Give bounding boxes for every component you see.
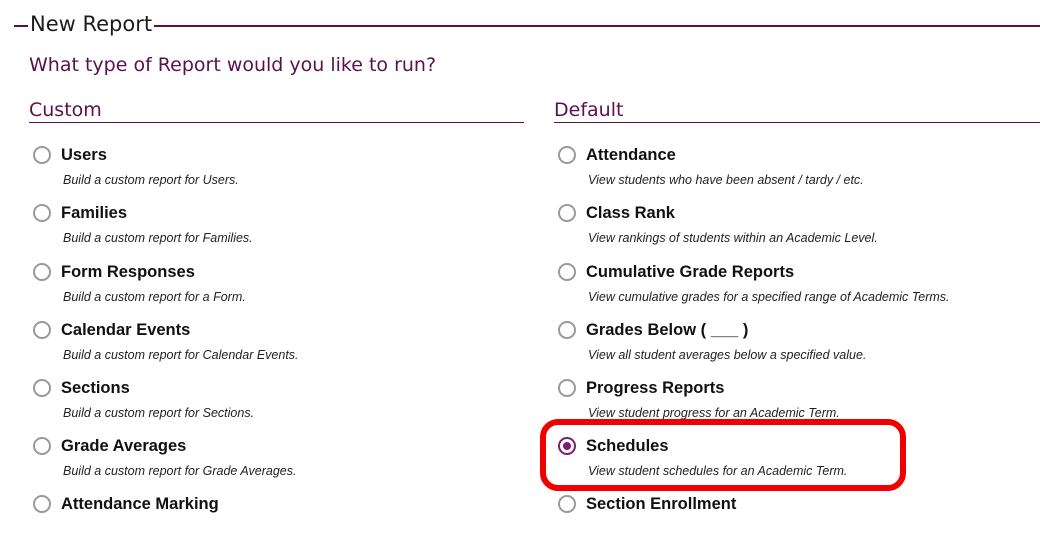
- option-label[interactable]: Class Rank: [586, 204, 675, 222]
- option-label[interactable]: Grade Averages: [61, 437, 187, 455]
- option-label[interactable]: Section Enrollment: [586, 495, 737, 513]
- option-description: Build a custom report for Grade Averages.: [63, 464, 297, 478]
- option-label[interactable]: Calendar Events: [61, 321, 191, 339]
- option-form-responses[interactable]: [29, 261, 524, 319]
- option-label[interactable]: Cumulative Grade Reports: [586, 263, 795, 281]
- option-label[interactable]: Grades Below ( ___ ): [586, 321, 749, 339]
- option-label[interactable]: Families: [61, 204, 128, 222]
- radio-button[interactable]: [558, 321, 576, 339]
- radio-button-selected[interactable]: [558, 437, 576, 455]
- option-label[interactable]: Progress Reports: [586, 379, 725, 397]
- radio-button[interactable]: [558, 146, 576, 164]
- option-description: View student progress for an Academic Term.: [588, 406, 840, 420]
- fieldset-legend: New Report: [30, 12, 153, 36]
- option-description: View rankings of students within an Academic Level.: [588, 231, 878, 245]
- option-label[interactable]: Attendance Marking: [61, 495, 219, 513]
- report-type-question: What type of Report would you like to run?: [29, 54, 437, 76]
- option-class-rank[interactable]: [554, 202, 1040, 260]
- radio-button[interactable]: [33, 495, 51, 513]
- radio-button[interactable]: [33, 379, 51, 397]
- option-sections[interactable]: [29, 377, 524, 435]
- option-description: Build a custom report for Calendar Events.: [63, 348, 299, 362]
- option-schedules[interactable]: [554, 435, 1040, 493]
- option-cumulative-grade-reports[interactable]: [554, 261, 1040, 319]
- custom-column: [29, 98, 524, 513]
- option-users[interactable]: [29, 144, 524, 202]
- fieldset-border-left: [14, 25, 28, 27]
- option-label[interactable]: Sections: [61, 379, 130, 397]
- option-label[interactable]: Attendance: [586, 146, 676, 164]
- option-description: View students who have been absent / tardy / etc.: [588, 173, 864, 187]
- radio-button[interactable]: [558, 204, 576, 222]
- option-attendance[interactable]: [554, 144, 1040, 202]
- option-label[interactable]: Form Responses: [61, 263, 195, 281]
- radio-button[interactable]: [558, 495, 576, 513]
- fieldset-border-right: [154, 25, 1040, 27]
- custom-heading: Custom: [29, 98, 524, 123]
- radio-button[interactable]: [33, 204, 51, 222]
- option-description: View student schedules for an Academic Term.: [588, 464, 848, 478]
- option-grade-averages[interactable]: [29, 435, 524, 493]
- option-progress-reports[interactable]: [554, 377, 1040, 435]
- radio-button[interactable]: [33, 263, 51, 281]
- option-calendar-events[interactable]: [29, 319, 524, 377]
- default-heading: Default: [554, 98, 1040, 123]
- default-column: [554, 98, 1040, 513]
- radio-button[interactable]: [33, 437, 51, 455]
- radio-button[interactable]: [558, 379, 576, 397]
- option-description: Build a custom report for Families.: [63, 231, 253, 245]
- radio-button[interactable]: [558, 263, 576, 281]
- option-description: View all student averages below a specified value.: [588, 348, 867, 362]
- option-description: Build a custom report for a Form.: [63, 290, 246, 304]
- radio-button[interactable]: [33, 321, 51, 339]
- radio-button[interactable]: [33, 146, 51, 164]
- option-label[interactable]: Users: [61, 146, 107, 164]
- option-attendance-marking[interactable]: [29, 493, 524, 551]
- option-grades-below[interactable]: [554, 319, 1040, 377]
- option-description: View cumulative grades for a specified range of Academic Terms.: [588, 290, 950, 304]
- option-section-enrollment[interactable]: [554, 493, 1040, 551]
- option-families[interactable]: [29, 202, 524, 260]
- option-description: Build a custom report for Users.: [63, 173, 239, 187]
- option-description: Build a custom report for Sections.: [63, 406, 255, 420]
- option-label[interactable]: Schedules: [586, 437, 669, 455]
